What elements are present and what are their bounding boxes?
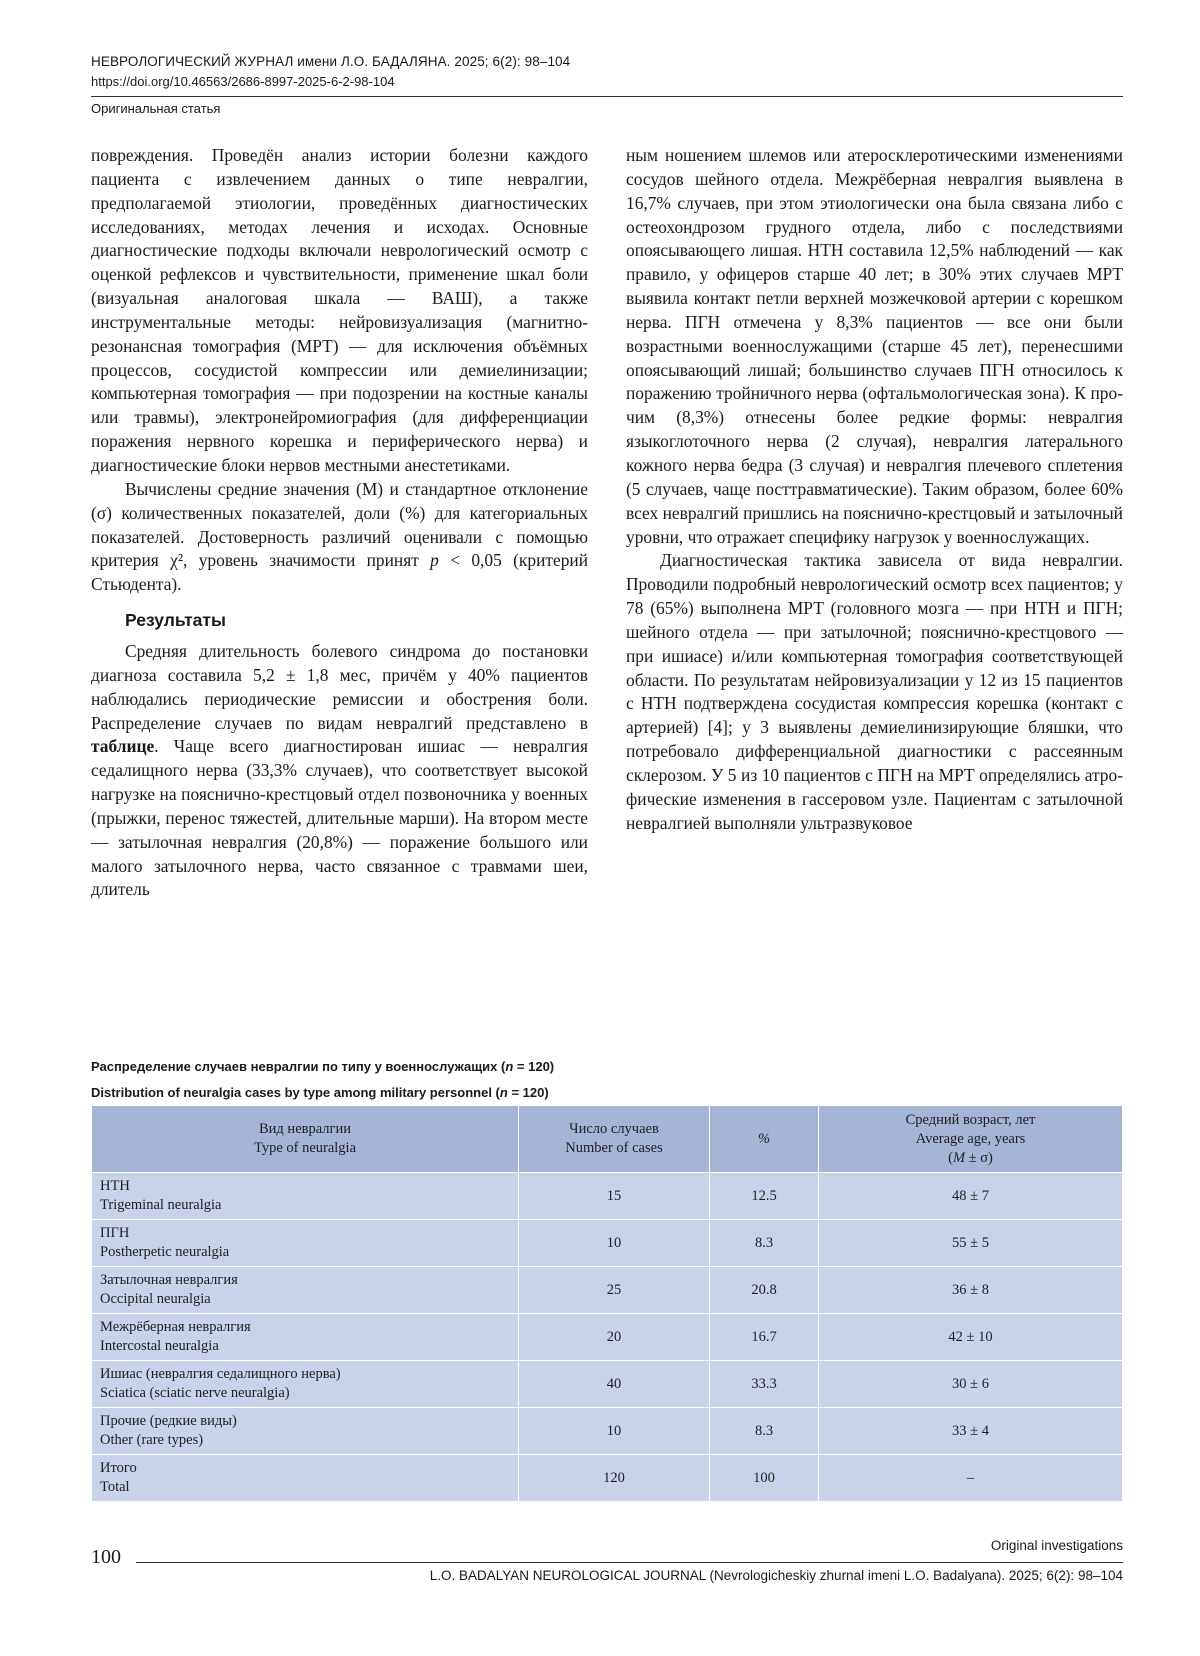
neuralgia-table bbox=[91, 1105, 1123, 1502]
cell-cases: 20 bbox=[519, 1314, 710, 1361]
table-row bbox=[92, 1361, 1123, 1408]
header-age: Средний возраст, лет Average age, years (M ± σ) bbox=[819, 1106, 1123, 1173]
doi-link[interactable]: https://doi.org/10.46563/2686-8997-2025-6-2-98-104 bbox=[91, 74, 395, 89]
cell-percent: 16.7 bbox=[710, 1314, 819, 1361]
cell-type: Ишиас (невралгия седалищного нерва) Sciatica (sciatic nerve neuralgia) bbox=[92, 1361, 519, 1408]
cell-age: 36 ± 8 bbox=[819, 1267, 1123, 1314]
cell-age: 42 ± 10 bbox=[819, 1314, 1123, 1361]
left-column bbox=[91, 144, 588, 902]
cell-cases: 15 bbox=[519, 1173, 710, 1220]
cell-age: 30 ± 6 bbox=[819, 1361, 1123, 1408]
table-caption bbox=[91, 1054, 554, 1106]
header-type: Вид невралгии Type of neuralgia bbox=[92, 1106, 519, 1173]
paragraph: повреждения. Проведён анализ истории болезни каждого пациента с извлечением данных о типе невралгии, предполагаемой этиологии, проведённых диагностических исследованиях, методах лечения и исходах. Основные диагностические подходы включали неврологический осмотр с оценкой рефлексов и чувствительности, применение шкал боли (визуальная аналоговая шкала — ВАШ), а также инструментальные методы: нейровизуализация (магнитно-резонансная томография (МРТ) — для исключения объёмных процессов, сосудистой компрессии или демиелинизации; компьютерная томография — при подозрении на костные каналы или травмы), электронейромиография (для дифференциации поражения нервного корешка и периферического нерва) и диагностические блоки нервов местными анестетиками. bbox=[91, 145, 588, 475]
cell-type: НТН Trigeminal neuralgia bbox=[92, 1173, 519, 1220]
cell-type: Затылочная невралгия Occipital neuralgia bbox=[92, 1267, 519, 1314]
table-row bbox=[92, 1220, 1123, 1267]
table-row bbox=[92, 1173, 1123, 1220]
paragraph-statistics: Вычислены средние значения (М) и стандартное отклонение (σ) количественных показателей, доли (%) для категориальных показателей. Достоверность различий оценивали с помощью критерия χ², уровень значимости принят p < 0,05 (критерий Стьюдента). bbox=[91, 478, 589, 595]
cell-age: 55 ± 5 bbox=[819, 1220, 1123, 1267]
cell-percent: 20.8 bbox=[710, 1267, 819, 1314]
paragraph-diagnostics: Диагностическая тактика зависела от вида невралгии. Проводили подробный неврологический осмотр всех пациентов; у 78 (65%) выполнена МРТ (головного мозга — при НТН и ПГН; шейного отдела — при затылочной; пояснично-крестцового — при ишиасе) и/или компьютерная томография соответствующей области. По результатам нейровизуализации у 12 из 15 пациентов с НТН подтверждена сосудистая компрессия корешка (контакт с артерией) [4]; у 3 выявлены демиелинизирующие бляшки, что потребовало дифференциальной диагностики с рассеянным склерозом. У 5 из 10 пациентов с ПГН на МРТ определялись атрофические изменения в гассеровом узле. Пациентам с затылочной невралгией выполняли ультразвуковое bbox=[626, 550, 1123, 833]
footer-section: Original investigations bbox=[990, 1538, 1123, 1553]
cell-percent: 100 bbox=[710, 1455, 819, 1502]
cell-type: Межрёберная невралгия Intercostal neuralgia bbox=[92, 1314, 519, 1361]
paragraph: ным ношением шлемов или атеросклеротическими изменениями сосудов шейного отдела. Межрёберная невралгия выявлена в 16,7% случаев, при этом этиологически она была связана либо с остеохондрозом грудного отдела, либо с последствиями опоясывающего лишая. НТН составила 12,5% наблюдений — как правило, у офицеров старше 40 лет; в 30% этих случаев МРТ выявила контакт петли верхней мозжечковой артерии с корешком нерва. ПГН отмечена у 8,3% пациентов — все они были возрастными военнослужащими (старше 45 лет), перенесшими опоясывающий лишай; большинство случаев ПГН относилось к поражению тройничного нерва (офтальмологическая зона). К прочим (8,3%) отнесены более редкие формы: невралгия языкоглоточного нерва (2 случая), невралгия латерального кожного нерва бедра (3 случая) и невралгия плечевого сплетения (5 случаев, чаще посттравматические). Таким образом, более 60% всех невралгий пришлись на пояснично-крестцовый и затылочный уровни, что отражает специфику нагрузок у военнослужащих. bbox=[626, 145, 1123, 547]
footer-journal: L.O. BADALYAN NEUROLOGICAL JOURNAL (Nevrologicheskiy zhurnal imeni L.O. Badalyana). 2025; 6(2): 98–104 bbox=[429, 1568, 1123, 1583]
table-header-row bbox=[92, 1106, 1123, 1173]
cell-percent: 12.5 bbox=[710, 1173, 819, 1220]
table-caption-ru: Распределение случаев невралгии по типу у военнослужащих (n = 120) bbox=[91, 1059, 555, 1074]
cell-cases: 10 bbox=[519, 1408, 710, 1455]
cell-cases: 120 bbox=[519, 1455, 710, 1502]
cell-cases: 10 bbox=[519, 1220, 710, 1267]
paragraph-results: Средняя длительность болевого синдрома до постановки диагноза составила 5,2 ± 1,8 мес, причём у 40% пациентов наблюдались периодические ремиссии и обострения боли. Распределение случаев по видам невралгий представлено в таблице. Чаще всего диагностирован ишиас — невралгия седалищного нерва (33,3% случаев), что соответствует высокой нагрузке на пояснично-крестцовый отдел позвоночника у военных (прыжки, перенос тяжестей, длительные марши). На втором месте — затылочная невралгия (20,8%) — поражение большого или малого затылочного нерва, часто связанное с травмами шеи, длитель bbox=[91, 641, 588, 900]
page-number: 100 bbox=[91, 1546, 121, 1568]
page-header bbox=[91, 52, 1123, 119]
table-row bbox=[92, 1314, 1123, 1361]
section-label: Оригинальная статья bbox=[91, 101, 221, 116]
cell-age: – bbox=[819, 1455, 1123, 1502]
header-rule bbox=[91, 96, 1123, 97]
cell-cases: 40 bbox=[519, 1361, 710, 1408]
right-column bbox=[626, 144, 1123, 835]
table-row bbox=[92, 1408, 1123, 1455]
cell-age: 33 ± 4 bbox=[819, 1408, 1123, 1455]
table-row bbox=[92, 1267, 1123, 1314]
results-heading: Результаты bbox=[125, 610, 226, 631]
table-row-total bbox=[92, 1455, 1123, 1502]
cell-type: Прочие (редкие виды) Other (rare types) bbox=[92, 1408, 519, 1455]
cell-cases: 25 bbox=[519, 1267, 710, 1314]
cell-percent: 8.3 bbox=[710, 1220, 819, 1267]
cell-percent: 33.3 bbox=[710, 1361, 819, 1408]
footer-rule bbox=[136, 1562, 1123, 1563]
cell-type: Итого Total bbox=[92, 1455, 519, 1502]
header-percent: % bbox=[710, 1106, 819, 1173]
table-caption-en: Distribution of neuralgia cases by type among military personnel (n = 120) bbox=[91, 1085, 549, 1100]
header-cases: Число случаев Number of cases bbox=[519, 1106, 710, 1173]
journal-title: НЕВРОЛОГИЧЕСКИЙ ЖУРНАЛ имени Л.О. БАДАЛЯНА. 2025; 6(2): 98–104 bbox=[91, 54, 571, 69]
cell-type: ПГН Postherpetic neuralgia bbox=[92, 1220, 519, 1267]
table-reference-link[interactable]: таблице bbox=[91, 736, 155, 757]
cell-age: 48 ± 7 bbox=[819, 1173, 1123, 1220]
cell-percent: 8.3 bbox=[710, 1408, 819, 1455]
